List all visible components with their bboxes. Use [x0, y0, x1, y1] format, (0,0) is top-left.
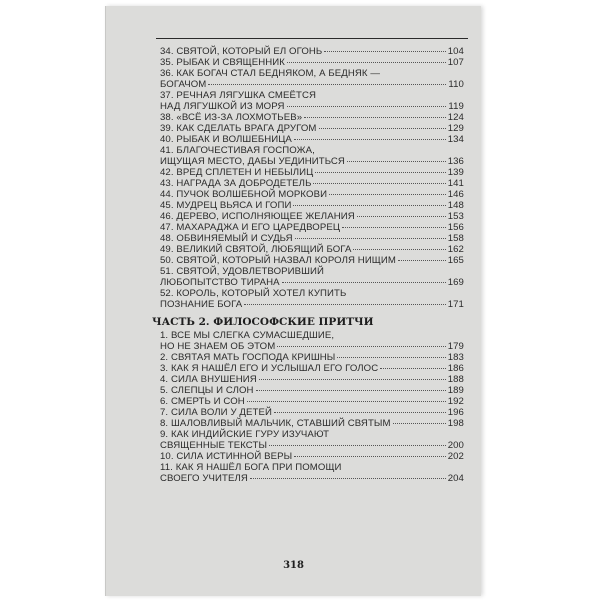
dot-leader: [342, 227, 446, 228]
toc-entry-page-number: 153: [447, 211, 464, 222]
dot-leader: [313, 183, 445, 184]
toc-entry-final-line: [160, 46, 464, 57]
dot-leader: [256, 390, 446, 391]
toc-entry-title-line: 51. СВЯТОЙ, УДОВЛЕТВОРИВШИЙ: [160, 266, 325, 277]
dot-leader: [287, 62, 446, 63]
dot-leader: [269, 445, 446, 446]
toc-entry: [160, 330, 464, 352]
dot-leader: [282, 282, 446, 283]
toc-entry: [160, 288, 464, 310]
toc-entry-final-line: [160, 123, 464, 134]
toc-entry-title-line: 37. РЕЧНАЯ ЛЯГУШКА СМЕЁТСЯ: [160, 90, 317, 101]
toc-entry-title: 46. ДЕРЕВО, ИСПОЛНЯЮЩЕЕ ЖЕЛАНИЯ: [160, 211, 355, 222]
toc-entry-final-line: [160, 341, 464, 352]
dot-leader: [294, 139, 446, 140]
toc-entry-final-line: [160, 189, 464, 200]
toc-entry-title: 7. СИЛА ВОЛИ У ДЕТЕЙ: [160, 407, 272, 418]
toc-entry-title: 34. СВЯТОЙ, КОТОРЫЙ ЕЛ ОГОНЬ: [160, 46, 323, 57]
dot-leader: [277, 346, 445, 347]
toc-entry-title: НО НЕ ЗНАЕМ ОБ ЭТОМ: [160, 341, 276, 352]
toc-entry-title: 42. ВРЕД СПЛЕТЕН И НЕБЫЛИЦ: [160, 167, 314, 178]
toc-entry: [160, 123, 464, 134]
toc-entry-title: 35. РЫБАК И СВЯЩЕННИК: [160, 57, 285, 68]
toc-entry-page-number: 148: [447, 200, 464, 211]
dot-leader: [294, 456, 445, 457]
toc-entry-final-line: [160, 57, 464, 68]
toc-entry-final-line: [160, 156, 464, 167]
toc-entry-final-line: [160, 407, 464, 418]
toc-entry-final-line: [160, 473, 464, 484]
toc-entry: [160, 429, 464, 451]
toc-entry-final-line: [160, 352, 464, 363]
toc-entry-page-number: 179: [447, 341, 464, 352]
dot-leader: [315, 172, 445, 173]
toc-entry-title: 43. НАГРАДА ЗА ДОБРОДЕТЕЛЬ: [160, 178, 312, 189]
toc-entry-page-number: 162: [447, 244, 464, 255]
toc-entry-page-number: 129: [447, 123, 464, 134]
toc-entry-page-number: 134: [447, 134, 464, 145]
toc-section-part1: [160, 46, 464, 310]
dot-leader: [398, 260, 446, 261]
toc-entry-title: СВОЕГО УЧИТЕЛЯ: [160, 473, 248, 484]
toc-entry: [160, 68, 464, 90]
dot-leader: [247, 401, 446, 402]
book-page: [105, 6, 481, 596]
toc-entry-title: БОГАЧОМ: [160, 79, 207, 90]
toc-entry: [160, 385, 464, 396]
toc-entry: [160, 255, 464, 266]
dot-leader: [337, 357, 445, 358]
toc-entry: [160, 266, 464, 288]
toc-entry-title-line: 9. КАК ИНДИЙСКИЕ ГУРУ ИЗУЧАЮТ: [160, 429, 330, 440]
toc-entry-page-number: 156: [447, 222, 464, 233]
dot-leader: [259, 379, 446, 380]
toc-entry-final-line: [160, 396, 464, 407]
toc-entry-final-line: [160, 112, 464, 123]
toc-entry-final-line: [160, 374, 464, 385]
toc-entry-title-line: 52. КОРОЛЬ, КОТОРЫЙ ХОТЕЛ КУПИТЬ: [160, 288, 347, 299]
toc-entry-title: ЛЮБОПЫТСТВО ТИРАНА: [160, 277, 280, 288]
toc-entry-page-number: 204: [447, 473, 464, 484]
toc-entry-page-number: 146: [447, 189, 464, 200]
toc-entry: [160, 222, 464, 233]
toc-entry-final-line: [160, 363, 464, 374]
toc-entry: [160, 396, 464, 407]
toc-entry-page-number: 158: [447, 233, 464, 244]
toc-entry-title: ИЩУЩАЯ МЕСТО, ДАБЫ УЕДИНИТЬСЯ: [160, 156, 345, 167]
toc-entry-final-line: [160, 451, 464, 462]
toc-entry: [160, 200, 464, 211]
dot-leader: [329, 194, 446, 195]
toc-entry-title: 10. СИЛА ИСТИННОЙ ВЕРЫ: [160, 451, 293, 462]
toc-entry: [160, 363, 464, 374]
dot-leader: [244, 304, 445, 305]
toc-entry-final-line: [160, 299, 464, 310]
toc-entry-title: 3. КАК Я НАШЁЛ ЕГО И УСЛЫШАЛ ЕГО ГОЛОС: [160, 363, 379, 374]
toc-entry: [160, 418, 464, 429]
toc-entry-title: 40. РЫБАК И ВОЛШЕБНИЦА: [160, 134, 292, 145]
toc-entry-page-number: 198: [447, 418, 464, 429]
toc-entry: [160, 244, 464, 255]
toc-entry: [160, 178, 464, 189]
toc-entry-title-line: 36. КАК БОГАЧ СТАЛ БЕДНЯКОМ, А БЕДНЯК —: [160, 68, 381, 79]
toc-entry-title: 39. КАК СДЕЛАТЬ ВРАГА ДРУГОМ: [160, 123, 317, 134]
toc-entry-page-number: 110: [448, 79, 464, 90]
toc-entry-page-number: 139: [447, 167, 464, 178]
toc-entry: [160, 462, 464, 484]
toc-entry-title: 38. «ВСЁ ИЗ-ЗА ЛОХМОТЬЕВ»: [160, 112, 303, 123]
dot-leader: [357, 216, 446, 217]
toc-entry-title: 47. МАХАРАДЖА И ЕГО ЦАРЕДВОРЕЦ: [160, 222, 341, 233]
dot-leader: [250, 478, 446, 479]
table-of-contents: [152, 46, 464, 484]
toc-entry: [160, 189, 464, 200]
dot-leader: [319, 128, 446, 129]
toc-entry: [160, 407, 464, 418]
dot-leader: [380, 368, 445, 369]
toc-section-part2: [160, 330, 464, 484]
toc-entry: [160, 57, 464, 68]
toc-entry-page-number: 171: [447, 299, 464, 310]
toc-entry-page-number: 189: [447, 385, 464, 396]
toc-entry-title: 2. СВЯТАЯ МАТЬ ГОСПОДА КРИШНЫ: [160, 352, 336, 363]
dot-leader: [347, 161, 446, 162]
toc-entry-final-line: [160, 167, 464, 178]
toc-entry-final-line: [160, 134, 464, 145]
toc-entry-title: 4. СИЛА ВНУШЕНИЯ: [160, 374, 257, 385]
dot-leader: [274, 412, 446, 413]
toc-entry-page-number: 192: [447, 396, 464, 407]
toc-entry: [160, 374, 464, 385]
dot-leader: [295, 238, 446, 239]
toc-entry-page-number: 119: [448, 101, 464, 112]
toc-entry-page-number: 186: [447, 363, 464, 374]
dot-leader: [304, 117, 446, 118]
toc-entry-final-line: [160, 222, 464, 233]
toc-entry: [160, 90, 464, 112]
toc-entry: [160, 134, 464, 145]
toc-entry-page-number: 124: [447, 112, 464, 123]
toc-entry-title: 5. СЛЕПЦЫ И СЛОН: [160, 385, 254, 396]
toc-entry-page-number: 141: [447, 178, 464, 189]
toc-entry: [160, 352, 464, 363]
toc-entry-title: СВЯЩЕННЫЕ ТЕКСТЫ: [160, 440, 268, 451]
toc-entry-page-number: 104: [447, 46, 464, 57]
dot-leader: [324, 51, 445, 52]
toc-entry-title: 8. ШАЛОВЛИВЫЙ МАЛЬЧИК, СТАВШИЙ СВЯТЫМ: [160, 418, 391, 429]
toc-entry: [160, 211, 464, 222]
toc-entry-title-line: 11. КАК Я НАШЁЛ БОГА ПРИ ПОМОЩИ: [160, 462, 342, 473]
toc-entry-final-line: [160, 440, 464, 451]
toc-entry-final-line: [160, 255, 464, 266]
toc-entry-final-line: [160, 200, 464, 211]
toc-entry-page-number: 169: [447, 277, 464, 288]
toc-entry-final-line: [160, 211, 464, 222]
toc-entry: [160, 145, 464, 167]
toc-entry: [160, 451, 464, 462]
toc-entry-final-line: [160, 385, 464, 396]
toc-entry-final-line: [160, 178, 464, 189]
toc-entry-title: 49. ВЕЛИКИЙ СВЯТОЙ, ЛЮБЯЩИЙ БОГА: [160, 244, 352, 255]
header-rule: [156, 38, 468, 39]
toc-entry-title: 50. СВЯТОЙ, КОТОРЫЙ НАЗВАЛ КОРОЛЯ НИЩИМ: [160, 255, 396, 266]
dot-leader: [208, 84, 446, 85]
toc-entry: [160, 112, 464, 123]
toc-entry: [160, 46, 464, 57]
toc-entry: [160, 233, 464, 244]
toc-entry-title: 6. СМЕРТЬ И СОН: [160, 396, 245, 407]
toc-entry-title-line: 41. БЛАГОЧЕСТИВАЯ ГОСПОЖА,: [160, 145, 315, 156]
dot-leader: [393, 423, 446, 424]
dot-leader: [353, 249, 445, 250]
toc-entry-final-line: [160, 233, 464, 244]
toc-entry-page-number: 165: [447, 255, 464, 266]
toc-entry-final-line: [160, 277, 464, 288]
page-number: 318: [283, 560, 304, 571]
toc-entry-title-line: 1. ВСЕ МЫ СЛЕГКА СУМАСШЕДШИЕ,: [160, 330, 335, 341]
toc-entry-final-line: [160, 244, 464, 255]
toc-entry-title: ПОЗНАНИЕ БОГА: [160, 299, 243, 310]
toc-entry-title: 45. МУДРЕЦ ВЬЯСА И ГОПИ: [160, 200, 292, 211]
dot-leader: [287, 106, 447, 107]
toc-entry-title: НАД ЛЯГУШКОЙ ИЗ МОРЯ: [160, 101, 285, 112]
toc-entry-final-line: [160, 101, 464, 112]
toc-entry-page-number: 200: [447, 440, 464, 451]
part-heading: ЧАСТЬ 2. ФИЛОСОФСКИЕ ПРИТЧИ: [152, 316, 374, 328]
toc-entry-page-number: 196: [447, 407, 464, 418]
toc-entry-title: 44. ПУЧОК ВОЛШЕБНОЙ МОРКОВИ: [160, 189, 328, 200]
toc-entry-page-number: 107: [447, 57, 464, 68]
toc-entry-page-number: 202: [447, 451, 464, 462]
toc-entry-final-line: [160, 79, 464, 90]
toc-entry-title: 48. ОБВИНЯЕМЫЙ И СУДЬЯ: [160, 233, 293, 244]
toc-entry-final-line: [160, 418, 464, 429]
toc-entry-page-number: 136: [447, 156, 464, 167]
toc-entry-page-number: 183: [447, 352, 464, 363]
dot-leader: [293, 205, 445, 206]
toc-entry: [160, 167, 464, 178]
toc-entry-page-number: 188: [447, 374, 464, 385]
